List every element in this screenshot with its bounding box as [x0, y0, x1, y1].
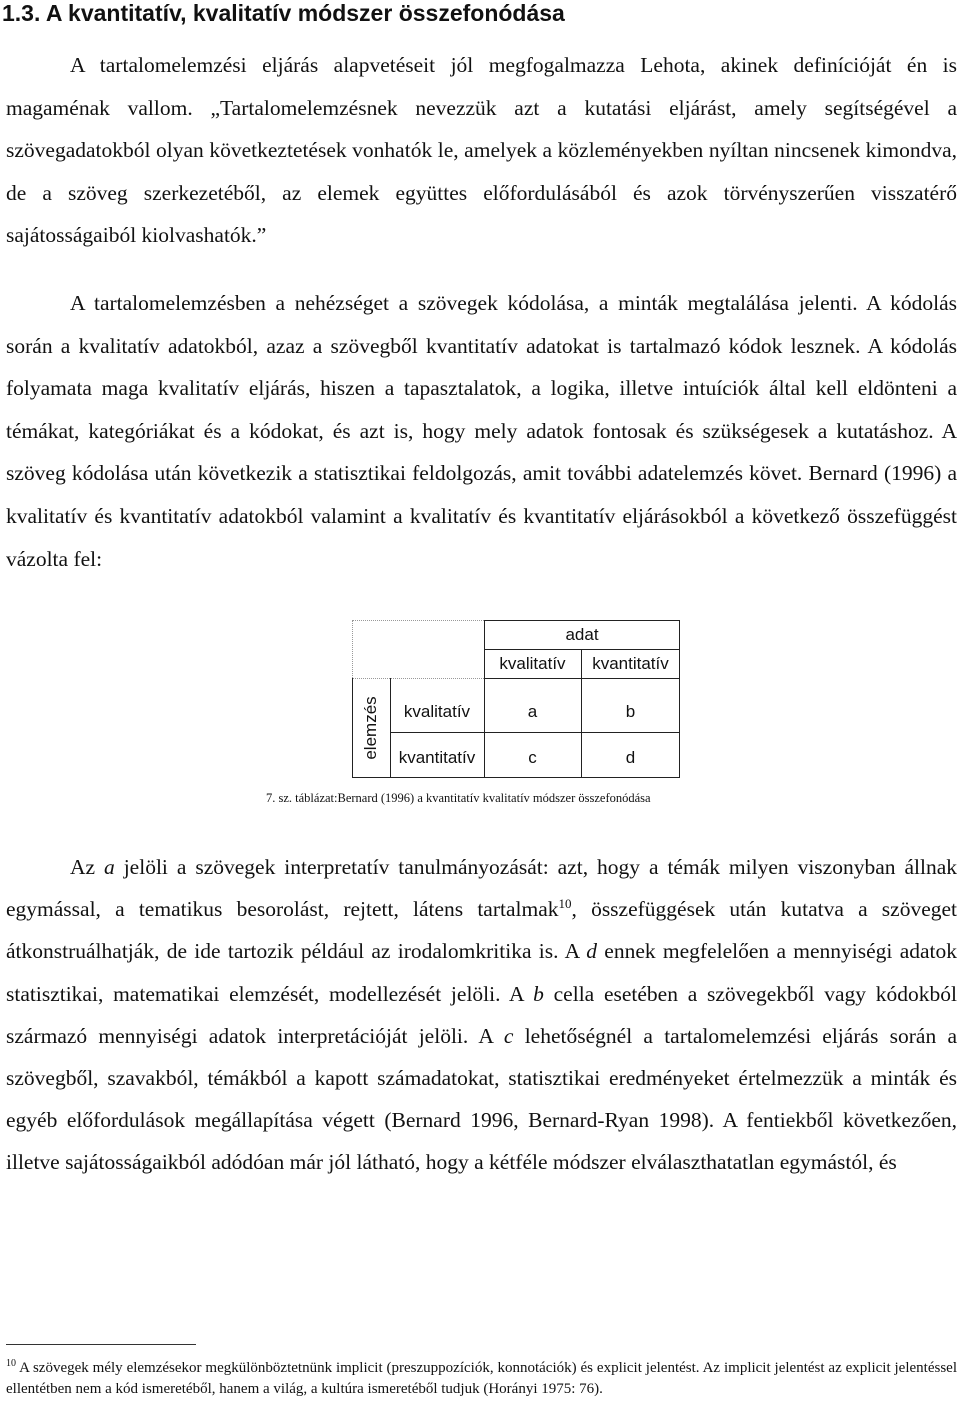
- cell-ref-b: b: [533, 981, 544, 1006]
- paragraph-text: , összefüggések után kutatva a szöveget átkonstruálhatják, de ide tartozik például az irodalomkritika is. A: [6, 897, 957, 964]
- col-group-label: adat: [565, 624, 599, 644]
- paragraph-text: cella esetében a szövegekből vagy kódokból származó mennyiségi adatok interpretációját jelöli. A: [6, 981, 957, 1048]
- section-heading: 1.3. A kvantitatív, kvalitatív módszer összefonódása: [2, 0, 565, 26]
- cell-c: c: [528, 748, 537, 767]
- cell-ref-c: c: [503, 1023, 514, 1048]
- footnote-number: 10: [6, 1358, 16, 1369]
- bernard-table: [338, 620, 680, 778]
- footnote: [6, 1358, 957, 1400]
- cell-ref-a: a: [104, 855, 115, 879]
- col-header-quantitative: kvantitatív: [592, 653, 669, 673]
- col-header-qualitative: kvalitatív: [499, 653, 566, 673]
- paragraph-text: A tartalomelemzési eljárás alapvetéseit jól megfogalmazza Lehota, akinek definícióját én is magaménak vallom. „Tartalomelemzésnek nevezzük azt a kutatási eljárást, amely segítségével a szövegadatokból olyan következtetések vonhatók le, amelyek a közleményekben nyíltan nincsenek kimondva, de a szöveg szerkezetéből, az elemek együttes előfordulásából és azok törvényszerűen visszatérő sajátosságaiból kiolvashatók.”: [6, 53, 957, 248]
- footnote-ref[interactable]: 10: [558, 896, 572, 912]
- row-group-label: elemzés: [361, 696, 380, 760]
- footnote-text: A szövegek mély elemzésekor megkülönböztetnünk implicit (preszuppozíciók, konnotációk) és explicit jelentést. Az implicit jelentést az explicit jelentéssel ellentétben nem a kód ismeretéből, hanem a világ, a kultúra ismeretéből tudjuk (Horányi 1975: 76).: [6, 1360, 957, 1397]
- paragraph-text: A tartalomelemzésben a nehézséget a szövegek kódolása, a minták megtalálása jelenti. A kódolás során a kvalitatív adatokból, azaz a szövegből kvantitatív adatokat is tartalmazó kódok lesznek. A kódolás folyamata maga kvalitatív eljárás, hiszen a tapasztalatok, a logika, illetve intuíciók által kell eldönteni a témákat, kategóriákat és a kódokat, és azt is, hogy mely adatok fontosak és szükségesek a kutatáshoz. A szöveg kódolása után következik a statisztikai feldolgozás, amit további adatelemzés követ. Bernard (1996) a kvalitatív és kvantitatív adatokból valamint a kvalitatív és kvantitatív eljárásokból a következő összefüggést vázolta fel:: [6, 291, 957, 571]
- cell-d: d: [625, 748, 636, 767]
- cell-b: b: [625, 702, 636, 721]
- row-header-qualitative: kvalitatív: [403, 702, 471, 721]
- row-header-quantitative: kvantitatív: [398, 748, 476, 767]
- table-caption: 7. sz. táblázat:Bernard (1996) a kvantitatív kvalitatív módszer összefonódása: [266, 791, 651, 805]
- paragraph-text: Az: [70, 855, 105, 879]
- cell-ref-d: d: [586, 939, 597, 964]
- paragraph-text: lehetőségnél a tartalomelemzési eljárás során a szövegből, szavakból, témákból a kapott számadatokat, statisztikai eredményeket értelmezzük a minták és egyéb előfordulások megállapítása végett (Bernard 1996, Bernard-Ryan 1998). A fentiekből következően, illetve sajátosságaikból adódóan már jól látható, hogy a kétféle módszer elválaszthatatlan egymástól, és: [6, 1023, 957, 1175]
- paragraph-text: jelöli a szövegek interpretatív tanulmányozását: azt, hogy a témák milyen viszonyban állnak egymással, a tematikus besorolást, rejtett, látens tartalmak: [6, 855, 957, 922]
- footnote-divider: [6, 1344, 196, 1345]
- paragraph-definition: [6, 44, 957, 257]
- paragraph-interpretation: [6, 846, 957, 1184]
- cell-a: a: [527, 702, 538, 721]
- paragraph-text: ennek megfelelően a mennyiségi adatok statisztikai, matematikai elemzését, modellezését jelöli. A: [6, 939, 958, 1006]
- paragraph-coding: [6, 282, 957, 580]
